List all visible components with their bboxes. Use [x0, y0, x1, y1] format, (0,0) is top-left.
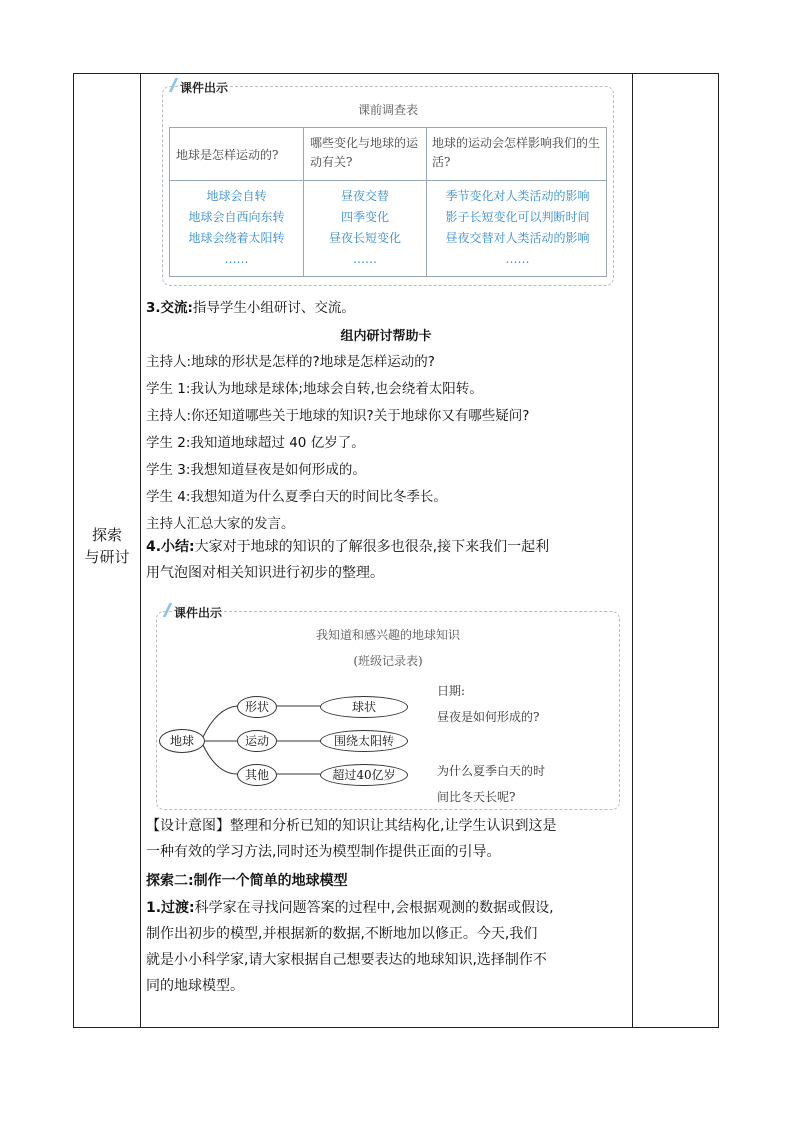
survey-panel: [162, 86, 614, 286]
bubble-chart-subtitle: (班级记录表): [353, 654, 423, 668]
dialogue-line: 学生 4:我想知道为什么夏季白天的时间比冬季长。: [146, 489, 447, 505]
survey-table: [169, 127, 607, 277]
bubble-center: 地球: [159, 729, 205, 753]
courseware-tag: 课件出示: [180, 81, 229, 95]
survey-header-2: 哪些变化与地球的运动有关?: [310, 136, 419, 169]
survey-header-3: 地球的运动会怎样影响我们的生活?: [432, 136, 601, 169]
survey-cell: 地球会自转: [206, 189, 267, 203]
explore2-title: 探索二:制作一个简单的地球模型: [146, 873, 348, 889]
bubble-branch: 形状: [237, 696, 277, 718]
survey-cell: 地球会绕着太阳转: [188, 231, 285, 245]
survey-column-1: [170, 186, 303, 270]
dialogue-line: 主持人汇总大家的发言。: [146, 516, 295, 532]
bubble-chart-title: 我知道和感兴趣的地球知识: [315, 628, 460, 642]
bubble-question-2-line1: 为什么夏季白天的时: [437, 764, 546, 778]
survey-header-1: 地球是怎样运动的?: [176, 148, 279, 162]
help-card-title: 组内研讨帮助卡: [340, 329, 432, 344]
summary-line1: 大家对于地球的知识的了解很多也很杂,接下来我们一起利: [194, 539, 550, 555]
dialogue-line: 学生 3:我想知道昼夜是如何形成的。: [146, 462, 366, 478]
survey-cell: ……: [224, 252, 249, 266]
survey-cell: ……: [505, 252, 530, 266]
dialogue-line: 主持人:你还知道哪些关于地球的知识?关于地球你又有哪些疑问?: [146, 408, 530, 424]
survey-column-3: [427, 186, 608, 270]
courseware-tag: 课件出示: [174, 606, 223, 620]
dialogue-line: 学生 2:我知道地球超过 40 亿岁了。: [146, 435, 365, 451]
survey-title: 课前调查表: [357, 103, 418, 117]
bubble-chart-panel: [156, 611, 620, 810]
column-divider-left: [140, 74, 141, 1027]
summary-label: 4.小结:: [146, 539, 195, 555]
survey-cell: 地球会自西向东转: [188, 210, 285, 224]
exchange-label: 3.交流:: [146, 300, 193, 316]
summary-line2: 用气泡图对相关知识进行初步的整理。: [146, 565, 384, 581]
bubble-leaf: 围绕太阳转: [320, 730, 408, 752]
transition-line3: 就是小小科学家,请大家根据自己想要表达的地球知识,选择制作不: [146, 952, 547, 968]
survey-cell: 昼夜交替对人类活动的影响: [445, 231, 590, 245]
survey-cell: 昼夜长短变化: [328, 231, 401, 245]
survey-cell: 四季变化: [340, 210, 389, 224]
survey-cell: 影子长短变化可以判断时间: [445, 210, 590, 224]
transition-line2: 制作出初步的模型,并根据新的数据,不断地加以修正。今天,我们: [146, 926, 538, 942]
exchange-text: 指导学生小组研讨、交流。: [192, 300, 355, 316]
exchange-line: [146, 296, 355, 316]
survey-cell: 季节变化对人类活动的影响: [445, 189, 590, 203]
transition-line4: 同的地球模型。: [146, 978, 244, 994]
survey-column-2: [304, 186, 426, 270]
design-intent-line1: 【设计意图】整理和分析已知的知识让其结构化,让学生认识到这是: [146, 818, 557, 834]
section-label-line1: 探索: [91, 526, 122, 544]
design-intent-line2: 一种有效的学习方法,同时还为模型制作提供正面的引导。: [146, 844, 501, 860]
bubble-leaf: 球状: [320, 696, 408, 718]
bubble-branch: 其他: [237, 764, 277, 786]
summary-paragraph: [146, 534, 630, 586]
transition-line1: 科学家在寻找问题答案的过程中,会根据观测的数据或假设,: [194, 900, 554, 916]
bubble-question-2-line2: 间比冬天长呢?: [437, 790, 516, 804]
section-label-line2: 与研讨: [84, 548, 130, 566]
transition-paragraph: [146, 895, 630, 999]
survey-cell: 昼夜交替: [340, 189, 389, 203]
section-label: [74, 524, 140, 568]
bubble-date-label: 日期:: [437, 684, 466, 698]
bubble-branch: 运动: [237, 730, 277, 752]
bubble-question-1: 昼夜是如何形成的?: [437, 710, 540, 724]
bubble-leaf: 超过40亿岁: [320, 764, 408, 786]
survey-cell: ……: [353, 252, 377, 266]
design-intent-paragraph: [146, 813, 630, 865]
dialogue-line: 主持人:地球的形状是怎样的?地球是怎样运动的?: [146, 354, 435, 370]
dialogue-line: 学生 1:我认为地球是球体;地球会自转,也会绕着太阳转。: [146, 381, 483, 397]
transition-label: 1.过渡:: [146, 900, 195, 916]
column-divider-right: [632, 74, 633, 1027]
